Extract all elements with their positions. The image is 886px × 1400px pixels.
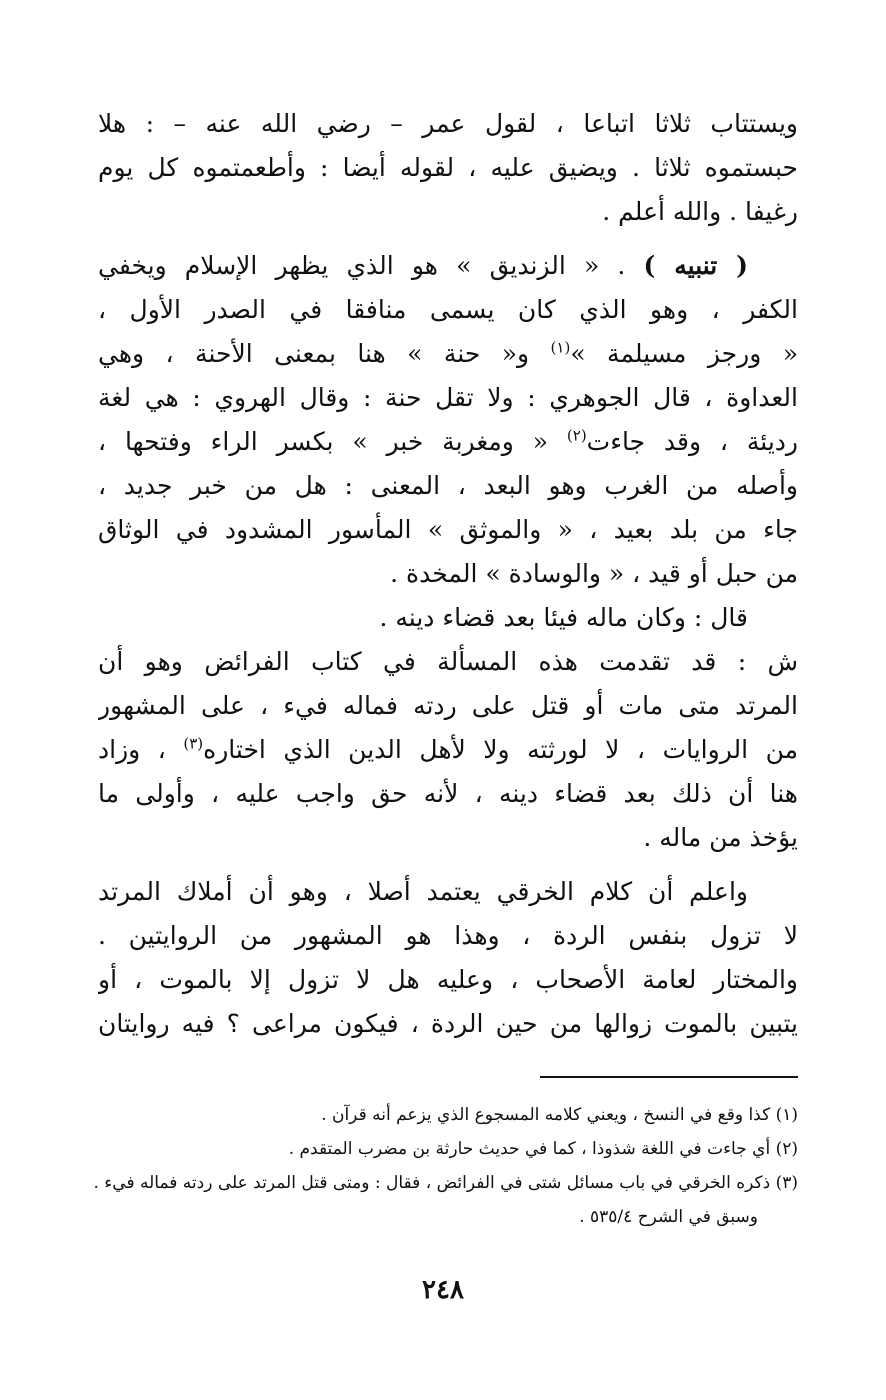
page-number: ٢٤٨ (422, 1275, 464, 1305)
footnotes (93, 1098, 798, 1234)
footnote: (٣) ذكره الخرقي في باب مسائل شتى في الفرائض ، فقال : ومتى قتل المرتد على ردته فماله فيء . (93, 1173, 798, 1193)
footnote: (١) كذا وقع في النسخ ، ويعني كلامه المسجوع الذي يزعم أنه قرآن . (321, 1105, 798, 1125)
note-label: ( تنبيه ) (643, 251, 749, 280)
footnote-marker: (٢) (566, 426, 587, 445)
text-line: من حبل أو قيد ، « والوسادة » المخدة . (390, 559, 798, 588)
text-line: ش : قد تقدمت هذه المسألة في كتاب الفرائض وهو أن (98, 647, 798, 676)
footnote: (٢) أي جاءت في اللغة شذوذا ، كما في حديث حارثة بن مضرب المتقدم . (288, 1139, 798, 1159)
footnote-continuation: وسبق في الشرح ٥٣٥/٤ . (579, 1207, 758, 1227)
text-line: « ورجز مسيلمة »$^{(١)}$ و« حنة » هنا بمعنى الأحنة ، وهي (98, 338, 798, 368)
text-line: يؤخذ من ماله . (643, 823, 798, 852)
text-line: وأصله من الغرب وهو البعد ، المعنى : هل من خبر جديد ، (98, 471, 798, 500)
text-line: المرتد متى مات أو قتل على ردته فماله فيء ، على المشهور (98, 691, 798, 720)
text-line: العداوة ، قال الجوهري : ولا تقل حنة : وقال الهروي : هي لغة (98, 383, 798, 412)
text-line: من الروايات ، لا لورثته ولا لأهل الدين الذي اختاره$^{(٣)}$ ، وزاد (98, 734, 798, 764)
text-line: لا تزول بنفس الردة ، وهذا هو المشهور من الروايتين . (98, 921, 798, 950)
footnote-divider (540, 1076, 798, 1078)
text-line: ( تنبيه ) . « الزنديق » هو الذي يظهر الإسلام ويخفي (98, 251, 749, 280)
text-line: ويستتاب ثلاثا اتباعا ، لقول عمر – رضي الله عنه – : هلا (98, 109, 798, 138)
text-line: الكفر ، وهو الذي كان يسمى منافقا في الصدر الأول ، (98, 295, 798, 324)
text-line: والمختار لعامة الأصحاب ، وعليه هل لا تزول إلا بالموت ، أو (98, 965, 798, 994)
text-line: واعلم أن كلام الخرقي يعتمد أصلا ، وهو أن أملاك المرتد (98, 877, 748, 906)
text-line: رغيفا . والله أعلم . (602, 197, 798, 226)
text-line: حبستموه ثلاثا . ويضيق عليه ، لقوله أيضا : وأطعمتموه كل يوم (98, 153, 798, 182)
footnote-marker: (٣) (183, 734, 204, 753)
text-line: يتبين بالموت زوالها من حين الردة ، فيكون مراعى ؟ فيه روايتان (98, 1009, 798, 1038)
main-text (98, 102, 798, 1046)
text-line: جاء من بلد بعيد ، « والموثق » المأسور المشدود في الوثاق (98, 515, 798, 544)
text-line: رديئة ، وقد جاءت$^{(٢)}$ « ومغربة خبر » بكسر الراء وفتحها ، (98, 426, 798, 456)
footnote-marker: (١) (550, 338, 571, 357)
text-line: قال : وكان ماله فيئا بعد قضاء دينه . (379, 603, 748, 632)
text-line: هنا أن ذلك بعد قضاء دينه ، لأنه حق واجب عليه ، وأولى ما (98, 779, 798, 808)
